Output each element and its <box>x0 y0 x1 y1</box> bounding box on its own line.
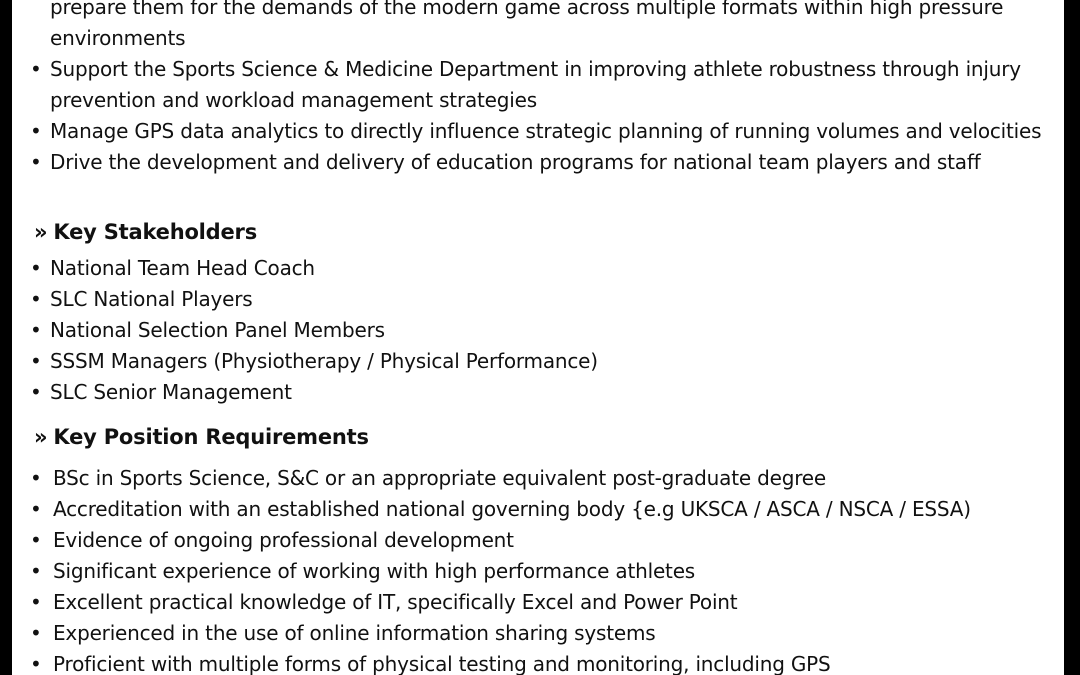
list-item <box>12 147 1042 178</box>
bullet-icon <box>30 377 44 408</box>
heading-marker: » <box>34 220 48 244</box>
bullet-icon <box>30 147 44 178</box>
list-item-text: National Team Head Coach <box>50 256 315 280</box>
list-item <box>12 377 1042 408</box>
bullet-icon <box>30 494 44 525</box>
bullet-icon <box>30 649 44 675</box>
list-item <box>12 618 1052 649</box>
list-item-text: Accreditation with an established national governing body {e.g UKSCA / ASCA / NSCA / ESSA) <box>53 497 971 521</box>
list-item <box>12 525 1052 556</box>
bullet-icon <box>30 54 44 85</box>
heading-text: Key Stakeholders <box>53 220 258 244</box>
requirements-list <box>12 463 1052 675</box>
bullet-icon <box>30 315 44 346</box>
list-item-text: Significant experience of working with high performance athletes <box>53 559 696 583</box>
list-item-text: SSSM Managers (Physiotherapy / Physical Performance) <box>50 349 598 373</box>
list-item <box>12 556 1052 587</box>
list-item-text: Experienced in the use of online information sharing systems <box>53 621 656 645</box>
list-item <box>12 346 1042 377</box>
stakeholders-list <box>12 253 1042 408</box>
heading-marker: » <box>34 425 48 449</box>
document-page <box>12 0 1064 675</box>
list-item-text: Evidence of ongoing professional development <box>53 528 514 552</box>
section-heading-stakeholders <box>34 217 257 248</box>
list-item-text: SLC Senior Management <box>50 380 292 404</box>
list-item <box>12 0 1042 54</box>
list-item <box>12 649 1052 675</box>
responsibilities-list <box>12 0 1042 178</box>
list-item <box>12 463 1052 494</box>
section-heading-requirements <box>34 422 369 453</box>
list-item <box>12 315 1042 346</box>
list-item-text: prepare them for the demands of the modern game across multiple formats within high pressure environments <box>50 0 1004 50</box>
list-item-text: Proficient with multiple forms of physical testing and monitoring, including GPS <box>53 652 831 675</box>
heading-text: Key Position Requirements <box>53 425 369 449</box>
list-item <box>12 284 1042 315</box>
bullet-icon <box>30 346 44 377</box>
list-item <box>12 587 1052 618</box>
bullet-icon <box>30 463 44 494</box>
list-item-text: BSc in Sports Science, S&C or an appropriate equivalent post-graduate degree <box>53 466 827 490</box>
list-item-text: Manage GPS data analytics to directly influence strategic planning of running volumes and velocities <box>50 119 1042 143</box>
list-item-text: Excellent practical knowledge of IT, specifically Excel and Power Point <box>53 590 738 614</box>
bullet-icon <box>30 253 44 284</box>
list-item-text: SLC National Players <box>50 287 253 311</box>
bullet-icon <box>30 618 44 649</box>
list-item <box>12 54 1042 116</box>
bullet-icon <box>30 116 44 147</box>
list-item-text: National Selection Panel Members <box>50 318 385 342</box>
bullet-icon <box>30 525 44 556</box>
list-item <box>12 116 1042 147</box>
bullet-icon <box>30 284 44 315</box>
bullet-icon <box>30 587 44 618</box>
list-item-text: Support the Sports Science & Medicine Department in improving athlete robustness through injury prevention and workload management strategies <box>50 57 1021 112</box>
list-item-text: Drive the development and delivery of education programs for national team players and staff <box>50 150 981 174</box>
list-item <box>12 494 1052 525</box>
bullet-icon <box>30 556 44 587</box>
list-item <box>12 253 1042 284</box>
